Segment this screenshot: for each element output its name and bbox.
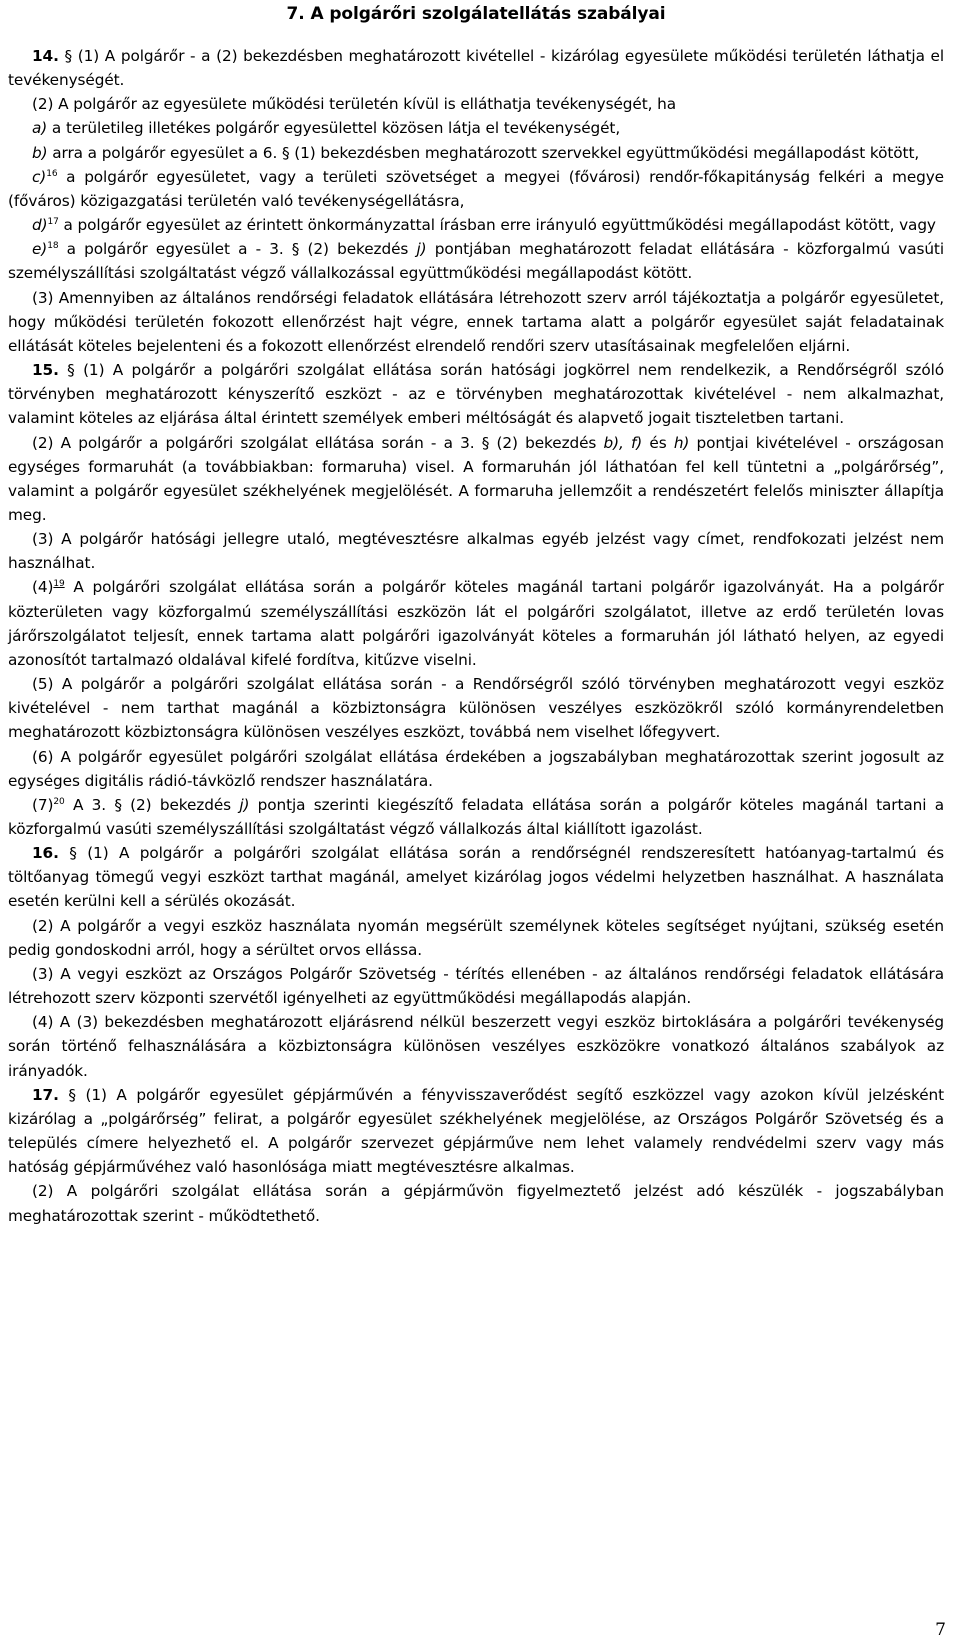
sec14-para-2: (2) A polgárőr az egyesülete működési területén kívül is elláthatja tevékenységét, ha	[32, 95, 677, 114]
sec14-item-b: b) arra a polgárőr egyesület a 6. § (1) bekezdésben meghatározott szervekkel együttműködési megállapodást kötött,	[32, 143, 920, 162]
sec15-para-6: (6) A polgárőr egyesület polgárőri szolgálat ellátása érdekében a jogszabályban meghatározottak szerint jogosult az egységes digitális rádió-távközlő rendszer használatára.	[8, 747, 944, 790]
sec16-para-1: 16. § (1) A polgárőr a polgárőri szolgálat ellátása során a rendőrségnél rendszeresített hatóanyag-tartalmú és töltőanyag tömegű vegyi eszközt tarthat magánál, amelyet kizárólag jogos védelmi helyzetben használhat. A használata esetén kerülni kell a sérülés okozását.	[8, 844, 945, 911]
footnote-ref: 18	[47, 241, 59, 252]
sec15-para-1: 15. § (1) A polgárőr a polgárőri szolgálat ellátása során hatósági jogkörrel nem rendelkezik, a Rendőrségről szóló törvényben meghatározott kényszerítő eszközt - az e törvényben meghatározottak kivételével - nem alkalmazhat, valamint köteles az eljárása által érintett személyek emberi méltóságát és alapvető jogait tiszteletben tartani.	[8, 361, 945, 428]
sec14-item-e: e)$^{18}$ a polgárőr egyesület a - 3. § (2) bekezdés j) pontjában meghatározott feladat ellátására - közforgalmú vasúti személyszállítási szolgáltatást végző vállalkozással együttműködési megállapodást kötött.	[8, 240, 944, 283]
sec15-para-7: $(7)^{20}$ A 3. § (2) bekezdés j) pontja szerinti kiegészítő feladata ellátása során a polgárőr köteles magánál tartani a közforgalmú vasúti személyszállítási szolgáltatást végző vállalkozás által kiállított igazolást.	[8, 795, 944, 838]
sec15-para-5: (5) A polgárőr a polgárőri szolgálat ellátása során - a Rendőrségről szóló törvényben meghatározott vegyi eszköz kivételével - nem tarthat magánál a közbiztonságra különösen veszélyes eszközökről szóló kormányrendeletben meghatározott közbiztonságra különösen veszélyes eszközt, továbbá nem viselhet lőfegyvert.	[8, 675, 944, 742]
section-number: 15.	[32, 361, 59, 380]
sec15-para-3: (3) A polgárőr hatósági jellegre utaló, megtévesztésre alkalmas egyéb jelzést vagy címet, rendfokozati jelzést nem használhat.	[8, 530, 944, 573]
section-symbol: §	[67, 361, 75, 380]
footnote-ref: 16	[46, 168, 58, 179]
sec15-para-2: (2) A polgárőr a polgárőri szolgálat ellátása során - a 3. § (2) bekezdés b), f) és h) pontjai kivételével - országosan egységes formaruhát (a továbbiakban: formaruha) visel. A formaruhán jól láthatóan fel kell tüntetni a „polgárőrség”, valamint a polgárőr egyesület székhelyének megjelölését. A formaruha jellemzőit a rendészetért felelős miniszter állapítja meg.	[8, 433, 944, 524]
sec14-item-c: c)$^{16}$ a polgárőr egyesületet, vagy a területi szövetséget a megyei (fővárosi) rendőr-főkapitányság felkéri a megye (főváros) közigazgatási területén való tevékenységellátásra,	[8, 167, 944, 210]
page-number: 7	[935, 1620, 946, 1640]
sec14-para-1: 14. § (1) A polgárőr - a (2) bekezdésben meghatározott kivétellel - kizárólag egyesülete működési területén láthatja el tevékenységét.	[8, 47, 944, 90]
sec17-para-2: (2) A polgárőri szolgálat ellátása során a gépjárművön figyelmeztető jelzést adó készülék - jogszabályban meghatározottak szerint - működtethető.	[8, 1182, 944, 1225]
sec14-para-3: (3) Amennyiben az általános rendőrségi feladatok ellátására létrehozott szerv arról tájékoztatja a polgárőr egyesületet, hogy működési területén fokozott ellenőrzést hajt végre, ennek tartama alatt a polgárőr egyesület saját feladatainak ellátását köteles bejelenteni és a fokozott ellenőrzést elrendelő rendőri szerv utasításainak megfelelően eljárni.	[8, 288, 944, 355]
footnote-ref: 20	[53, 796, 65, 807]
sec14-item-d: d)$^{17}$ a polgárőr egyesület az érintett önkormányzattal írásban erre irányuló együttműködési megállapodást kötött, vagy	[32, 216, 936, 235]
chapter-title: 7. A polgárőri szolgálatellátás szabályai	[286, 4, 666, 24]
sec16-para-2: (2) A polgárőr a vegyi eszköz használata nyomán megsérült személynek köteles segítséget nyújtani, szükség esetén pedig gondoskodni arról, hogy a sérültet orvos ellássa.	[8, 916, 944, 959]
sec16-para-4: (4) A (3) bekezdésben meghatározott eljárásrend nélkül beszerzett vegyi eszköz birtoklására a polgárőri tevékenység során történő felhasználására a közbiztonságra különösen veszélyes eszközökre vonatkozó általános szabályok az irányadók.	[8, 1013, 944, 1080]
sec14-item-a: a) a területileg illetékes polgárőr egyesülettel közösen látja el tevékenységét,	[32, 119, 621, 138]
section-symbol: §	[69, 844, 77, 863]
document-body	[8, 0, 944, 1228]
section-symbol: §	[68, 1085, 76, 1104]
section-number: 17.	[32, 1085, 59, 1104]
footnote-link[interactable]: 19	[53, 579, 65, 590]
section-symbol: §	[64, 47, 73, 65]
sec17-para-1: 17. § (1) A polgárőr egyesület gépjárművén a fényvisszaverődést segítő eszközzel vagy azokon kívül jelzésként kizárólag a „polgárőrség” felirat, a polgárőr egyesület székhelyének megjelölése, az Országos Polgárőr Szövetség és a település címere helyezhető el. A polgárőr szervezet gépjárműve nem lehet valamely rendvédelmi szerv vagy más hatóság gépjárművéhez való hasonlósága miatt megtévesztésre alkalmas.	[8, 1085, 945, 1177]
sec16-para-3: (3) A vegyi eszközt az Országos Polgárőr Szövetség - térítés ellenében - az általános rendőrségi feladatok ellátására létrehozott szerv központi szervétől igényelheti az együttműködési megállapodás alapján.	[8, 964, 944, 1008]
footnote-ref: 17	[47, 217, 59, 228]
sec15-para-4: $(4)^{19}$ A polgárőri szolgálat ellátása során a polgárőr köteles magánál tartani polgárőr igazolványát. Ha a polgárőr közterületen vagy közforgalmú személyszállítási eszközön lát el polgárőri szolgálatot, illetve az erdő területén lovas járőrszolgálatot teljesít, ennek tartama alatt polgárőri igazolványát köteles a formaruhán jól látható helyen, az egyedi azonosítót tartalmazó oldalával kifelé fordítva, kitűzve viselni.	[8, 578, 944, 669]
section-number: 14.	[32, 47, 59, 65]
section-number: 16.	[32, 844, 59, 863]
